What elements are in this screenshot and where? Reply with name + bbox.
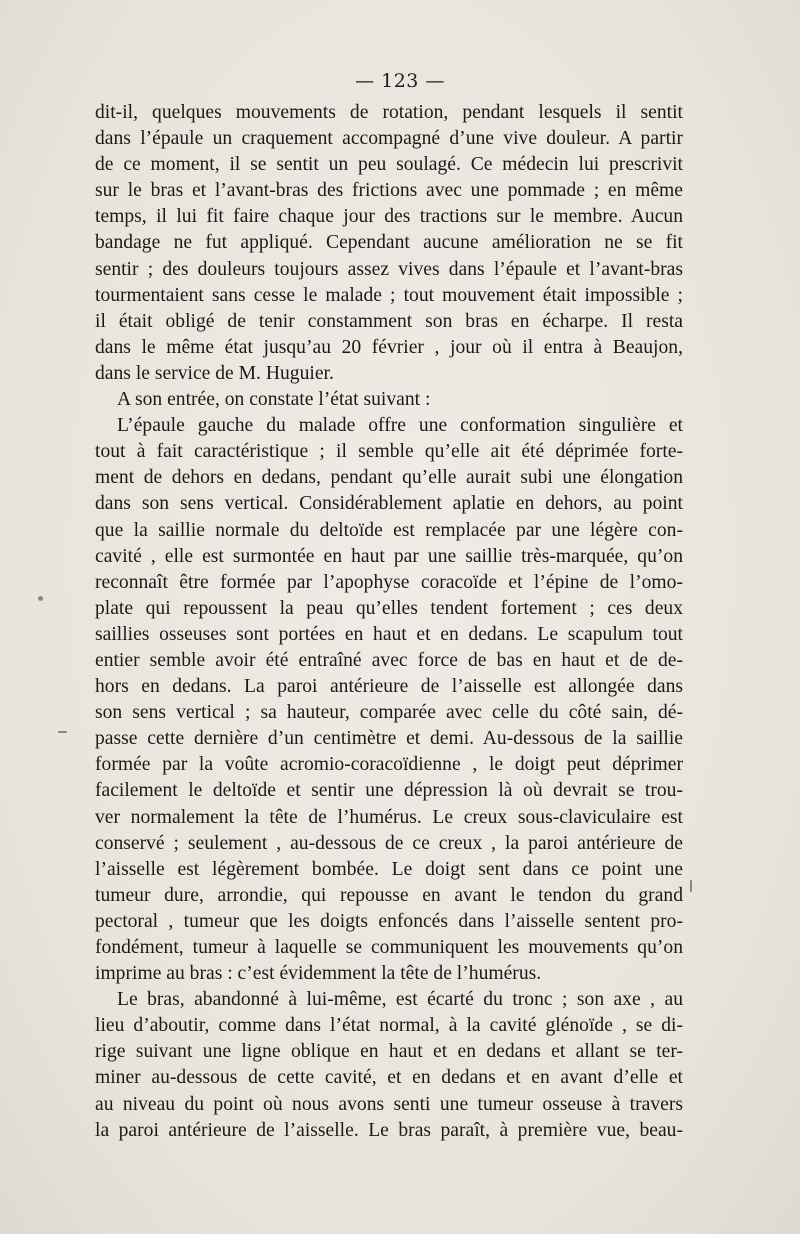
text-line: rige suivant une ligne oblique en haut et en dedans et allant se ter-: [95, 1041, 683, 1063]
text-line: dans le même état jusqu’au 20 février , jour où il entra à Beaujon,: [95, 336, 683, 358]
text-line: sentir ; des douleurs toujours assez vives dans l’épaule et l’avant-bras: [95, 258, 683, 280]
print-speck: [690, 880, 692, 892]
text-line: ment de dehors en dedans, pendant qu’elle aurait subi une élongation: [95, 467, 683, 489]
text-line: il était obligé de tenir constamment son bras en écharpe. Il resta: [95, 310, 683, 332]
text-line: l’aisselle est légèrement bombée. Le doigt sent dans ce point une: [95, 858, 683, 880]
text-line: tumeur dure, arrondie, qui repousse en avant le tendon du grand: [95, 884, 683, 906]
print-speck: [38, 596, 43, 601]
text-line: facilement le deltoïde et sentir une dépression là où devrait se trou-: [95, 780, 683, 802]
text-line: miner au-dessous de cette cavité, et en dedans et en avant d’elle et: [95, 1067, 683, 1089]
text-line: tourmentaient sans cesse le malade ; tout mouvement était impossible ;: [95, 284, 683, 306]
text-line: dans son sens vertical. Considérablement aplatie en dehors, au point: [95, 493, 683, 515]
paragraph: [95, 987, 683, 1144]
text-line: imprime au bras : c’est évidemment la tête de l’humérus.: [95, 963, 542, 985]
paragraph: [95, 413, 683, 987]
text-line: A son entrée, on constate l’état suivant :: [117, 389, 431, 411]
paragraph: [95, 387, 683, 413]
text-line: que la saillie normale du deltoïde est remplacée par une légère con-: [95, 519, 683, 541]
text-line: dans l’épaule un craquement accompagné d’une vive douleur. A partir: [95, 128, 683, 150]
text-line: Le bras, abandonné à lui-même, est écarté du tronc ; son axe , au: [117, 989, 683, 1011]
body-text: [95, 100, 683, 1144]
text-line: plate qui repoussent la peau qu’elles tendent fortement ; ces deux: [95, 597, 683, 619]
text-line: dit-il, quelques mouvements de rotation, pendant lesquels il sentit: [95, 102, 683, 123]
text-line: saillies osseuses sont portées en haut et en dedans. Le scapulum tout: [95, 623, 683, 645]
paragraph: [95, 100, 683, 387]
text-line: dans le service de M. Huguier.: [95, 362, 334, 384]
text-line: sur le bras et l’avant-bras des frictions avec une pommade ; en même: [95, 180, 683, 202]
text-line: de ce moment, il se sentit un peu soulagé. Ce médecin lui prescrivit: [95, 154, 683, 176]
text-line: entier semble avoir été entraîné avec force de bas en haut et de de-: [95, 649, 683, 671]
text-line: pectoral , tumeur que les doigts enfoncés dans l’aisselle sentent pro-: [95, 910, 683, 932]
text-line: ver normalement la tête de l’humérus. Le creux sous-claviculaire est: [95, 806, 683, 828]
text-line: cavité , elle est surmontée en haut par une saillie très-marquée, qu’on: [95, 545, 683, 567]
text-line: L’épaule gauche du malade offre une conformation singulière et: [117, 415, 683, 437]
text-line: son sens vertical ; sa hauteur, comparée avec celle du côté sain, dé-: [95, 702, 683, 724]
text-line: temps, il lui fit faire chaque jour des tractions sur le membre. Aucun: [95, 206, 683, 228]
print-speck: [58, 731, 67, 733]
text-line: au niveau du point où nous avons senti une tumeur osseuse à travers: [95, 1093, 683, 1115]
text-line: bandage ne fut appliqué. Cependant aucune amélioration ne se fit: [95, 232, 683, 254]
text-line: formée par la voûte acromio-coracoïdienne , le doigt peut déprimer: [95, 754, 683, 776]
text-line: reconnaît être formée par l’apophyse coracoïde et l’épine de l’omo-: [95, 571, 683, 593]
text-line: fondément, tumeur à laquelle se communiquent les mouvements qu’on: [95, 937, 683, 958]
text-line: tout à fait caractéristique ; il semble qu’elle ait été déprimée forte-: [95, 441, 683, 463]
text-line: la paroi antérieure de l’aisselle. Le bras paraît, à première vue, beau-: [95, 1119, 683, 1141]
text-line: hors en dedans. La paroi antérieure de l’aisselle est allongée dans: [95, 676, 683, 698]
text-line: passe cette dernière d’un centimètre et demi. Au-dessous de la saillie: [95, 728, 683, 750]
page-number: — 123 —: [355, 70, 445, 92]
text-line: conservé ; seulement , au-dessous de ce creux , la paroi antérieure de: [95, 832, 683, 854]
text-line: lieu d’aboutir, comme dans l’état normal, à la cavité glénoïde , se di-: [95, 1015, 683, 1037]
